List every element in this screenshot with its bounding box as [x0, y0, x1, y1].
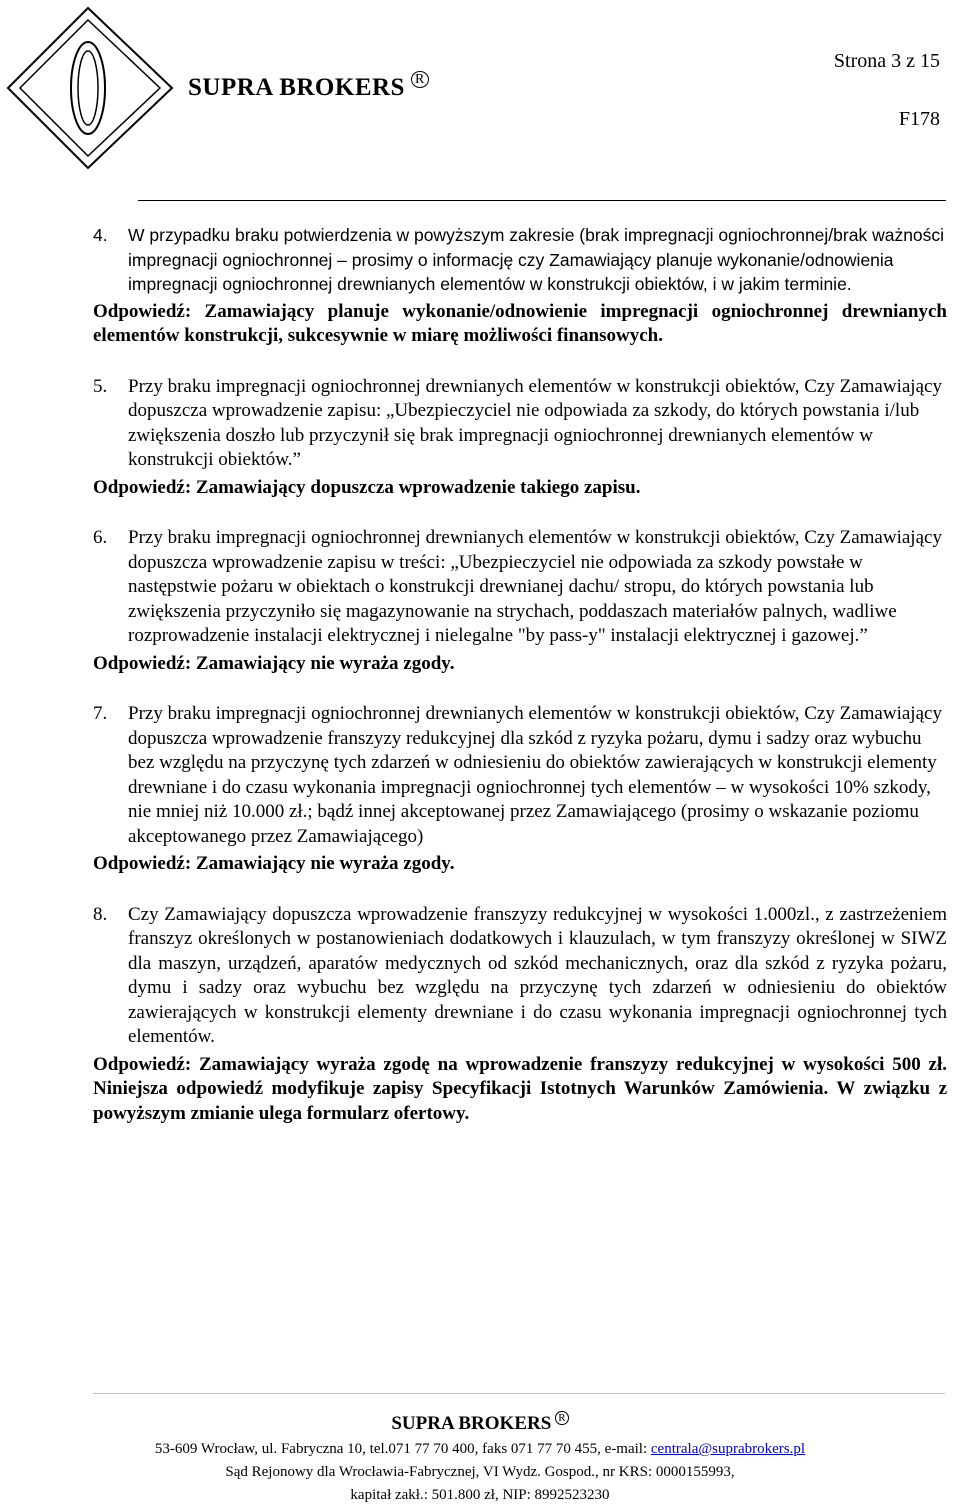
registered-mark: R: [555, 1411, 568, 1425]
answer-6: Odpowiedź: Zamawiający nie wyraża zgody.: [93, 652, 455, 674]
page-footer: [0, 1412, 960, 1507]
email-link[interactable]: centrala@suprabrokers.pl: [650, 1441, 806, 1457]
question-number: 7.: [93, 703, 108, 724]
answer-5: Odpowiedź: Zamawiający dopuszcza wprowadzenie takiego zapisu.: [93, 476, 641, 498]
question-text: Czy Zamawiający dopuszcza wprowadzenie franszyzy redukcyjnej w wysokości 1.000zl., z zastrzeżeniem franszyz określonych w postanowieniach dodatkowych i klauzulach, w tym franszyzy określonej w SIWZ dla maszyn, urządzeń, aparatów medycznych od szkód mechanicznych, oraz dla szkód z ryzyka pożaru, dymu i sadzy oraz wybuchu bez względu na przyczynę tych zdarzeń w odniesieniu do obiektów zawierających w konstrukcji elementy drewniane i do czasu wykonania impregnacji ogniochronnej tych elementów.: [128, 903, 947, 1047]
company-logo: [0, 0, 180, 180]
question-7: [93, 702, 947, 849]
question-text: W przypadku braku potwierdzenia w powyższym zakresie (brak impregnacji ogniochronnej/brak ważności impregnacji ogniochronnej – prosimy o informację czy Zamawiający planuje wykonanie/odnowienia impregnacji ogniochronnej drewnianych elementów w konstrukcji obiektów, i w jakim terminie.: [128, 225, 945, 294]
footer-divider: [93, 1393, 945, 1394]
question-4: [93, 223, 947, 297]
question-number: 5.: [93, 375, 108, 397]
page-number: Strona 3 z 15: [833, 50, 940, 72]
document-body: [93, 223, 947, 1126]
answer-4: Odpowiedź: Zamawiający planuje wykonanie/odnowienie impregnacji ogniochronnej drewnianych elementów konstrukcji, sukcesywnie w miarę możliwości finansowych.: [93, 300, 947, 346]
question-6: [93, 526, 947, 649]
document-id: F178: [898, 108, 940, 130]
footer-brand: SUPRA BROKERS $^R$: [0, 1412, 960, 1438]
question-8: [93, 903, 947, 1050]
question-text: Przy braku impregnacji ogniochronnej drewnianych elementów w konstrukcji obiektów, Czy Zamawiający dopuszcza wprowadzenie zapisu: „Ubezpieczyciel nie odpowiada za szkody, do których powstania i/lub zwiększenia doszło lub przyczynił się brak impregnacji ogniochronnej drewnianych elementów w konstrukcji obiektów.”: [128, 375, 942, 470]
question-number: 8.: [93, 903, 108, 925]
answer-8: Odpowiedź: Zamawiający wyraża zgodę na wprowadzenie franszyzy redukcyjnej w wysokości 500 zł. Niniejsza odpowiedź modyfikuje zapisy Specyfikacji Istotnych Warunków Zamówienia. W związku z powyższym zmianie ulega formularz ofertowy.: [93, 1053, 947, 1124]
question-number: 4.: [93, 225, 108, 245]
question-text: Przy braku impregnacji ogniochronnej drewnianych elementów w konstrukcji obiektów, Czy Zamawiający dopuszcza wprowadzenie franszyzy redukcyjnej dla szkód z ryzyka pożaru, dymu i sadzy oraz wybuchu bez względu na przyczynę tych zdarzeń w odniesieniu do obiektów zawierających w konstrukcji elementy drewniane i do czasu wykonania impregnacji ogniochronnej tych elementów – w wysokości 10% szkody, nie mniej niż 10.000 zł.; bądź innej akceptowanej przez Zamawiającego (prosimy o wskazanie poziomu akceptowanego przez Zamawiającego): [128, 703, 942, 847]
question-text: Przy braku impregnacji ogniochronnej drewnianych elementów w konstrukcji obiektów, Czy Zamawiający dopuszcza wprowadzenie zapisu w treści: „Ubezpieczyciel nie odpowiada za szkody powstałe w następstwie pożaru w obiektach o konstrukcji drewnianej dachu/ stropu, do których powstania lub zwiększenia przyczyniło się magazynowanie na strychach, poddaszach materiałów palnych, wadliwe rozprowadzenie instalacji elektrycznej i nielegalne "by pass-y" instalacji elektrycznej i gazowej.”: [128, 527, 942, 646]
question-5: [93, 375, 947, 473]
question-number: 6.: [93, 527, 108, 548]
registered-mark: R: [411, 71, 429, 88]
footer-capital: kapitał zakł.: 501.800 zł, NIP: 8992523230: [350, 1487, 610, 1503]
brand-name: SUPRA BROKERS $^R$: [188, 74, 429, 102]
footer-address: 53-609 Wrocław, ul. Fabryczna 10, tel.071 77 70 400, faks 071 77 70 455, e-mail: centrala@suprabrokers.pl: [154, 1441, 806, 1457]
footer-court: Sąd Rejonowy dla Wrocławia-Fabrycznej, VI Wydz. Gospod., nr KRS: 0000155993,: [225, 1464, 735, 1480]
header-divider: [138, 200, 946, 201]
answer-7: Odpowiedź: Zamawiający nie wyraża zgody.: [93, 853, 455, 874]
